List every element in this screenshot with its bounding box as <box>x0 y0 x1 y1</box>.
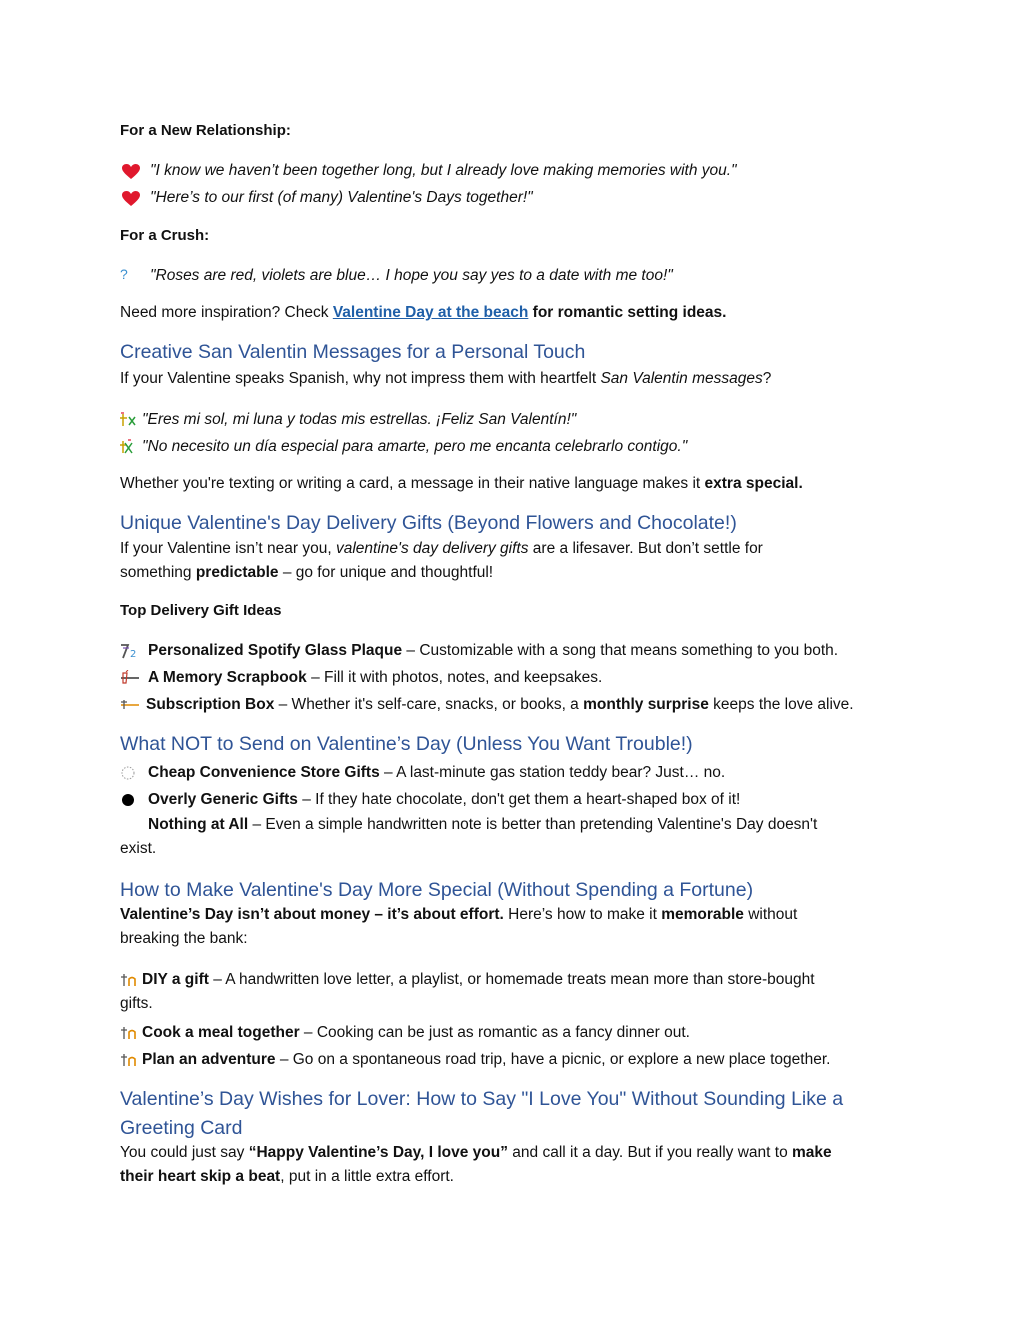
svg-text:2: 2 <box>130 649 137 659</box>
subscription-box-icon <box>120 697 140 713</box>
not-send-item-2: Overly Generic Gifts – If they hate chocolate, don't get them a heart-shaped box of it! <box>148 791 741 808</box>
new-relationship-quote-2: "Here’s to our first (of many) Valentine's Days together!" <box>150 189 533 206</box>
dotted-circle-icon <box>120 765 136 781</box>
special-item-3: Plan an adventure – Go on a spontaneous road trip, have a picnic, or explore a new place together. <box>142 1051 831 1068</box>
wishes-heading-line-1: Valentine’s Day Wishes for Lover: How to Say "I Love You" Without Sounding Like a <box>120 1088 844 1110</box>
filled-circle-icon <box>120 792 136 808</box>
san-valentin-closing: Whether you're texting or writing a card, a message in their native language makes it extra special. <box>120 475 803 492</box>
idea-icon <box>120 972 140 988</box>
wishes-paragraph-line-2: their heart skip a beat, put in a little extra effort. <box>120 1168 454 1185</box>
special-item-1: DIY a gift – A handwritten love letter, a playlist, or homemade treats mean more than store-bought <box>142 971 815 988</box>
special-intro: Valentine’s Day isn’t about money – it’s about effort. Here’s how to make it memorable without <box>120 906 798 923</box>
not-send-heading: What NOT to Send on Valentine’s Day (Unless You Want Trouble!) <box>120 733 693 755</box>
delivery-intro-line-2: something predictable – go for unique and thoughtful! <box>120 564 494 581</box>
not-send-item-3: Nothing at All – Even a simple handwritten note is better than pretending Valentine's Day doesn't <box>148 816 818 833</box>
not-send-item-3-cont: exist. <box>120 840 157 857</box>
sparkle-icon <box>120 439 140 455</box>
wishes-paragraph-line-1: You could just say “Happy Valentine’s Day, I love you” and call it a day. But if you really want to make <box>120 1144 832 1161</box>
special-heading: How to Make Valentine's Day More Special (Without Spending a Fortune) <box>120 879 754 901</box>
sparkle-icon <box>120 412 140 428</box>
special-item-1-cont: gifts. <box>120 995 153 1012</box>
delivery-heading: Unique Valentine's Day Delivery Gifts (Beyond Flowers and Chocolate!) <box>120 512 737 534</box>
new-relationship-label: For a New Relationship: <box>120 122 291 139</box>
delivery-sub-label: Top Delivery Gift Ideas <box>120 602 282 619</box>
heart-icon <box>122 191 140 207</box>
scrapbook-icon <box>120 670 140 686</box>
spanish-quote-1: "Eres mi sol, mi luna y todas mis estrellas. ¡Feliz San Valentín!" <box>142 411 577 428</box>
glass-plaque-icon <box>120 643 140 659</box>
san-valentin-heading: Creative San Valentin Messages for a Personal Touch <box>120 341 586 363</box>
question-bullet-icon: ? <box>120 266 128 282</box>
delivery-gift-1: Personalized Spotify Glass Plaque – Customizable with a song that means something to you both. <box>148 642 839 659</box>
delivery-intro-line-1: If your Valentine isn’t near you, valentine's day delivery gifts are a lifesaver. But don’t settle for <box>120 540 763 557</box>
special-intro-cont: breaking the bank: <box>120 930 248 947</box>
new-relationship-quote-1: "I know we haven’t been together long, but I already love making memories with you." <box>150 162 737 179</box>
special-item-2: Cook a meal together – Cooking can be just as romantic as a fancy dinner out. <box>142 1024 690 1041</box>
beach-link[interactable]: Valentine Day at the beach <box>332 304 529 321</box>
delivery-gift-2: A Memory Scrapbook – Fill it with photos, notes, and keepsakes. <box>148 669 603 686</box>
wishes-heading-line-2: Greeting Card <box>120 1117 243 1139</box>
heart-icon <box>122 164 140 180</box>
san-valentin-intro: If your Valentine speaks Spanish, why not impress them with heartfelt San Valentin messages? <box>120 370 772 387</box>
inspiration-line: Need more inspiration? Check Valentine Day at the beach for romantic setting ideas. <box>120 304 727 321</box>
crush-label: For a Crush: <box>120 227 210 244</box>
crush-quote-1: "Roses are red, violets are blue… I hope you say yes to a date with me too!" <box>150 267 673 284</box>
idea-icon <box>120 1025 140 1041</box>
idea-icon <box>120 1052 140 1068</box>
spanish-quote-2: "No necesito un día especial para amarte, pero me encanta celebrarlo contigo." <box>142 438 688 455</box>
delivery-gift-3: Subscription Box – Whether it's self-care, snacks, or books, a monthly surprise keeps the love alive. <box>146 696 854 713</box>
not-send-item-1: Cheap Convenience Store Gifts – A last-minute gas station teddy bear? Just… no. <box>148 764 726 781</box>
